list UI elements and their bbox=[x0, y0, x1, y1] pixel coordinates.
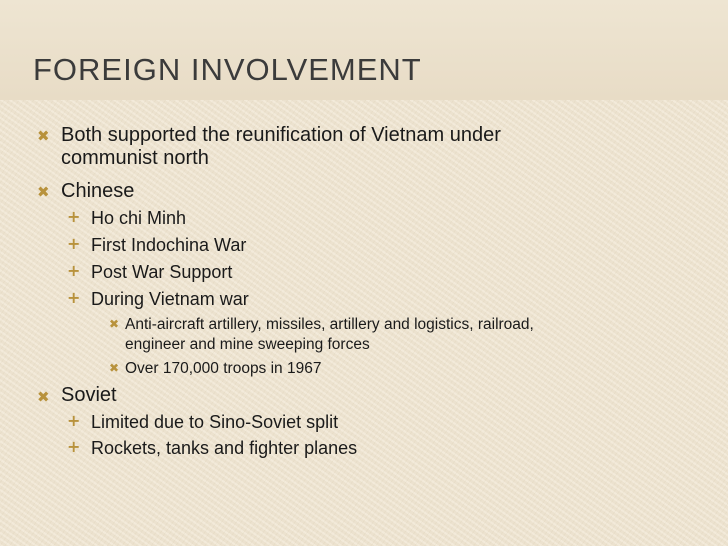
bullet-anti-aircraft-line2: engineer and mine sweeping forces bbox=[125, 336, 370, 353]
bullet-troops-1967: Over 170,000 troops in 1967 bbox=[125, 360, 322, 377]
plus-icon: + bbox=[67, 261, 81, 280]
bullet-post-war-support: Post War Support bbox=[91, 262, 233, 282]
bullet-sino-soviet-split: Limited due to Sino-Soviet split bbox=[91, 412, 339, 432]
bullet-reunification-line2: communist north bbox=[61, 147, 209, 169]
bullet-anti-aircraft-line1: Anti-aircraft artillery, missiles, artillery and logistics, railroad, bbox=[125, 316, 534, 333]
bullet-first-indochina-war: First Indochina War bbox=[91, 235, 247, 255]
plus-icon: + bbox=[67, 288, 81, 307]
bullet-rockets-tanks: Rockets, tanks and fighter planes bbox=[91, 438, 358, 458]
bullet-soviet: Soviet bbox=[61, 384, 117, 406]
x-mark-icon: ✖ bbox=[109, 361, 120, 375]
x-mark-icon: ✖ bbox=[109, 317, 120, 331]
x-mark-icon: ✖ bbox=[37, 183, 50, 201]
x-mark-icon: ✖ bbox=[37, 127, 50, 145]
plus-icon: + bbox=[67, 207, 81, 226]
x-mark-icon: ✖ bbox=[37, 388, 50, 406]
plus-icon: + bbox=[67, 411, 81, 430]
bullet-chinese: Chinese bbox=[61, 180, 135, 202]
bullet-reunification-line1: Both supported the reunification of Vietnam under bbox=[61, 124, 501, 146]
plus-icon: + bbox=[67, 437, 81, 456]
slide-title: FOREIGN INVOLVEMENT bbox=[33, 52, 422, 87]
bullet-ho-chi-minh: Ho chi Minh bbox=[91, 208, 187, 228]
plus-icon: + bbox=[67, 234, 81, 253]
bullet-during-vietnam-war: During Vietnam war bbox=[91, 289, 249, 309]
